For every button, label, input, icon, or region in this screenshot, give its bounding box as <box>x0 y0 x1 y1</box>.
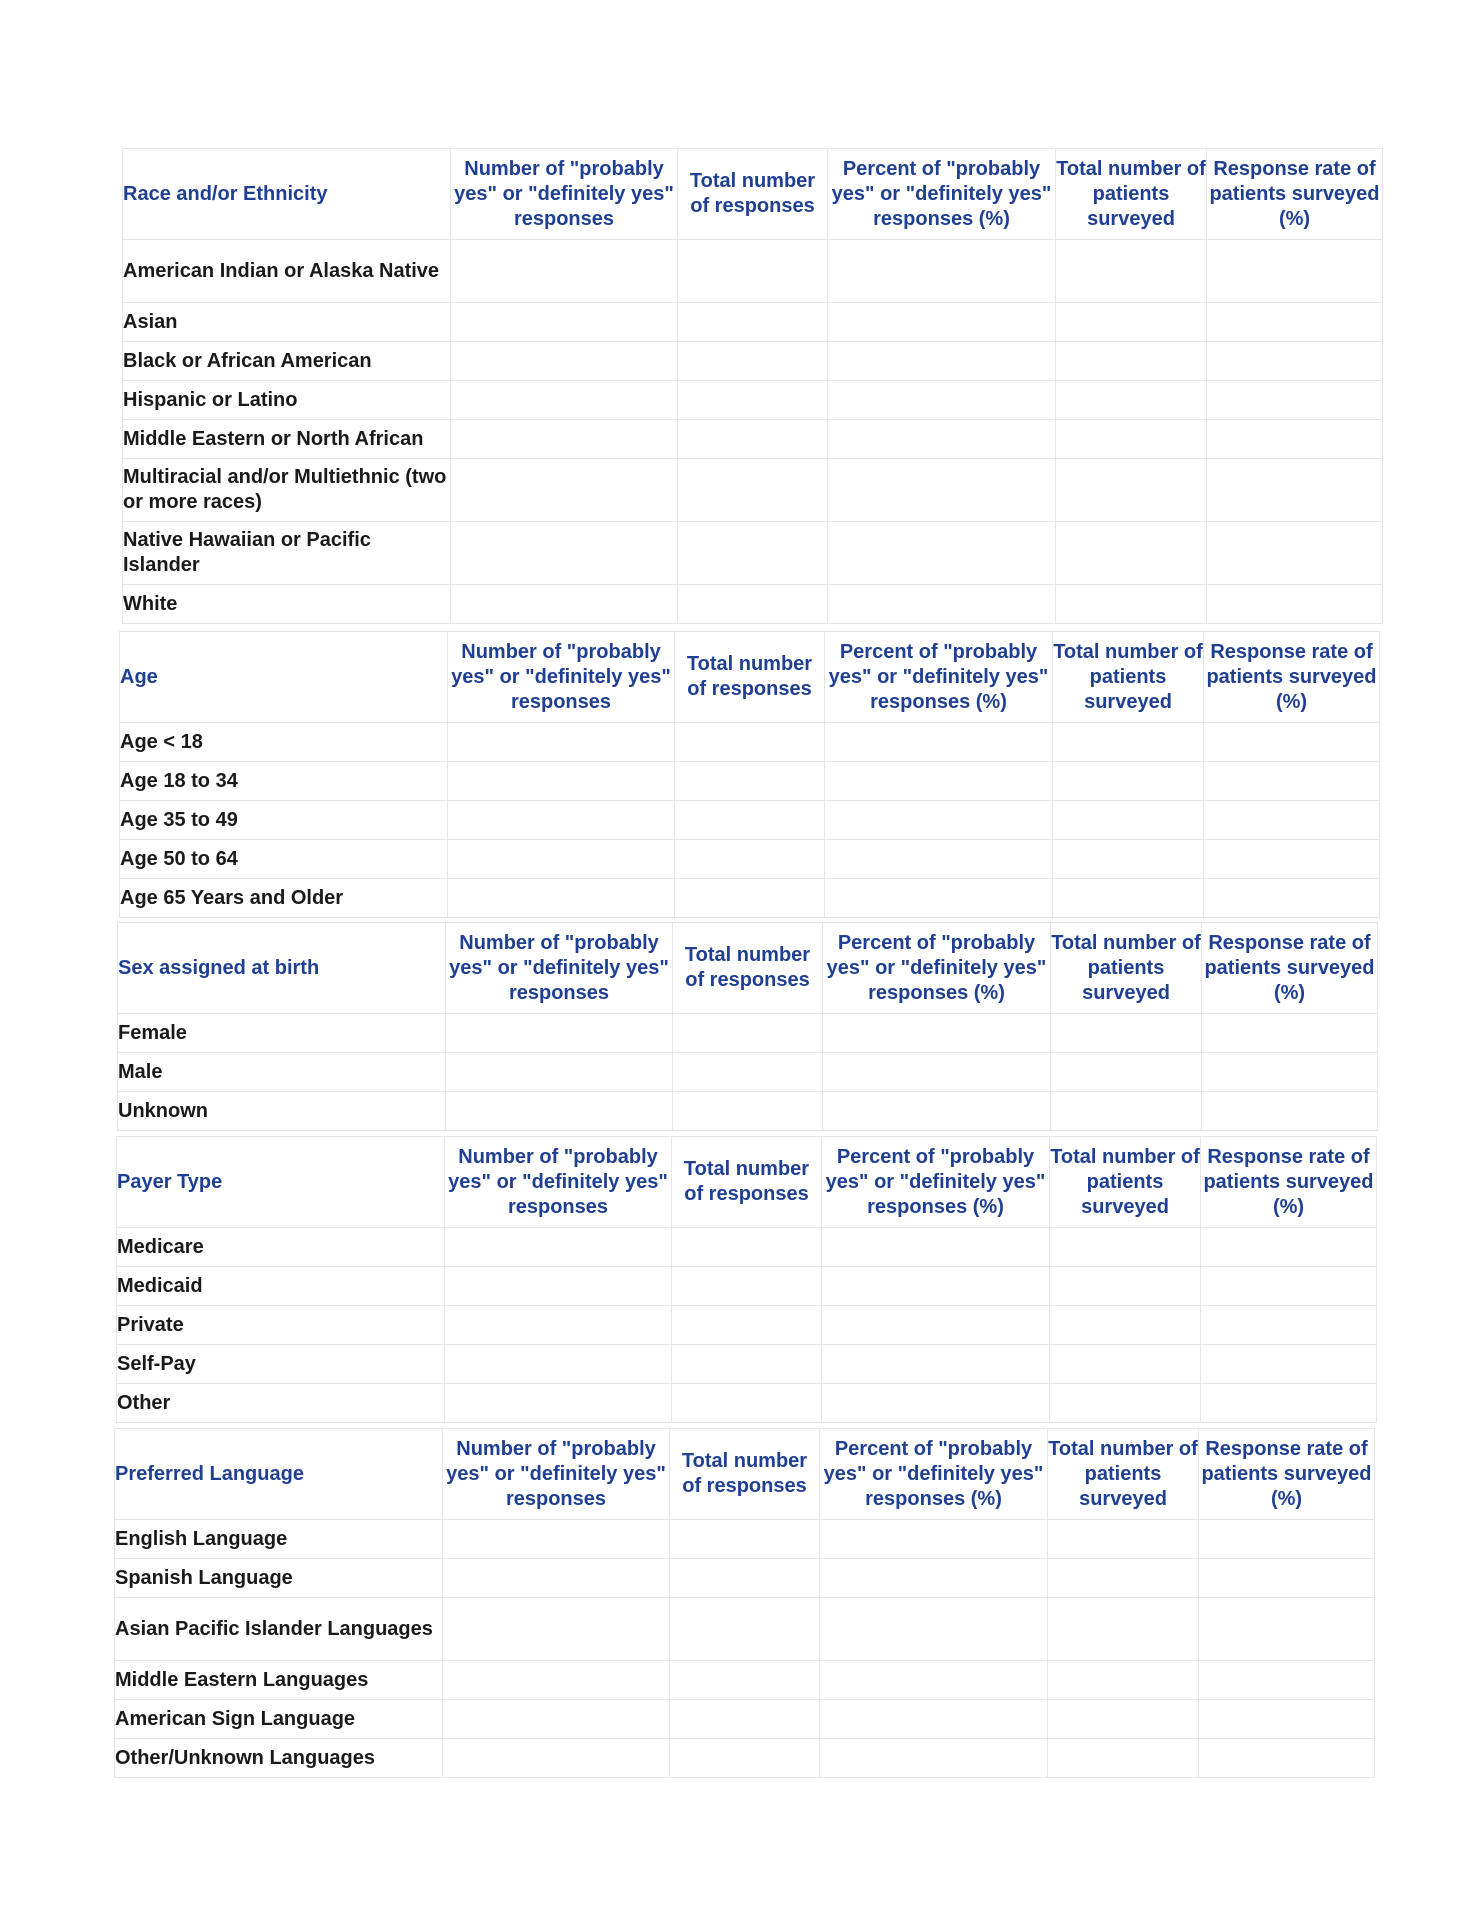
section-title: Sex assigned at birth <box>118 923 446 1014</box>
data-cell[interactable] <box>828 303 1056 342</box>
column-header-response-rate: Response rate of patients surveyed (%) <box>1202 923 1378 1014</box>
data-cell[interactable] <box>1048 1739 1199 1778</box>
data-cell[interactable] <box>678 522 828 585</box>
data-cell[interactable] <box>1204 762 1380 801</box>
data-cell[interactable] <box>678 459 828 522</box>
table-header-row <box>120 632 1380 723</box>
row-label: Other/Unknown Languages <box>115 1739 443 1778</box>
table-header-row <box>123 149 1383 240</box>
data-cell[interactable] <box>828 240 1056 303</box>
data-cell[interactable] <box>1207 420 1383 459</box>
data-cell[interactable] <box>451 342 678 381</box>
data-cell[interactable] <box>1056 522 1207 585</box>
column-header-total-responses: Total number of responses <box>675 632 825 723</box>
data-cell[interactable] <box>1202 1014 1378 1053</box>
column-header-yes-count: Number of "probably yes" or "definitely yes" responses <box>446 923 673 1014</box>
data-cell[interactable] <box>448 801 675 840</box>
data-cell[interactable] <box>445 1384 672 1423</box>
data-cell[interactable] <box>673 1053 823 1092</box>
data-cell[interactable] <box>1056 459 1207 522</box>
table-header-row <box>115 1429 1375 1520</box>
data-cell[interactable] <box>823 1053 1051 1092</box>
data-cell[interactable] <box>825 879 1053 918</box>
data-cell[interactable] <box>1207 342 1383 381</box>
data-cell[interactable] <box>828 381 1056 420</box>
column-header-yes-percent: Percent of "probably yes" or "definitely yes" responses (%) <box>825 632 1053 723</box>
data-cell[interactable] <box>675 762 825 801</box>
data-cell[interactable] <box>1048 1598 1199 1661</box>
column-header-yes-count: Number of "probably yes" or "definitely yes" responses <box>443 1429 670 1520</box>
column-header-patients-surveyed: Total number of patients surveyed <box>1051 923 1202 1014</box>
data-cell[interactable] <box>1199 1739 1375 1778</box>
table-row <box>117 1345 1377 1384</box>
data-cell[interactable] <box>1050 1384 1201 1423</box>
data-cell[interactable] <box>1050 1345 1201 1384</box>
data-cell[interactable] <box>670 1700 820 1739</box>
data-cell[interactable] <box>678 420 828 459</box>
row-label: Native Hawaiian or Pacific Islander <box>123 522 451 585</box>
data-cell[interactable] <box>1051 1092 1202 1131</box>
data-cell[interactable] <box>828 459 1056 522</box>
data-cell[interactable] <box>822 1228 1050 1267</box>
data-cell[interactable] <box>822 1345 1050 1384</box>
section-title: Payer Type <box>117 1137 445 1228</box>
data-cell[interactable] <box>448 762 675 801</box>
data-cell[interactable] <box>1056 342 1207 381</box>
data-cell[interactable] <box>672 1384 822 1423</box>
table-row <box>123 240 1383 303</box>
row-label: Medicare <box>117 1228 445 1267</box>
table-row <box>117 1267 1377 1306</box>
data-cell[interactable] <box>451 420 678 459</box>
data-cell[interactable] <box>675 879 825 918</box>
column-header-patients-surveyed: Total number of patients surveyed <box>1056 149 1207 240</box>
row-label: Multiracial and/or Multiethnic (two or more races) <box>123 459 451 522</box>
data-cell[interactable] <box>670 1598 820 1661</box>
table-row <box>115 1661 1375 1700</box>
data-cell[interactable] <box>1201 1384 1377 1423</box>
data-cell[interactable] <box>820 1661 1048 1700</box>
table-row <box>117 1228 1377 1267</box>
payer-type-table <box>116 1136 1377 1423</box>
row-label: Male <box>118 1053 446 1092</box>
row-label: Asian <box>123 303 451 342</box>
data-cell[interactable] <box>448 723 675 762</box>
data-cell[interactable] <box>828 585 1056 624</box>
row-label: Age 18 to 34 <box>120 762 448 801</box>
data-cell[interactable] <box>820 1700 1048 1739</box>
column-header-yes-percent: Percent of "probably yes" or "definitely yes" responses (%) <box>828 149 1056 240</box>
table-row <box>120 723 1380 762</box>
data-cell[interactable] <box>825 762 1053 801</box>
column-header-response-rate: Response rate of patients surveyed (%) <box>1207 149 1383 240</box>
data-cell[interactable] <box>1053 801 1204 840</box>
column-header-response-rate: Response rate of patients surveyed (%) <box>1204 632 1380 723</box>
column-header-yes-percent: Percent of "probably yes" or "definitely yes" responses (%) <box>822 1137 1050 1228</box>
data-cell[interactable] <box>443 1700 670 1739</box>
row-label: Age < 18 <box>120 723 448 762</box>
table-row <box>117 1384 1377 1423</box>
row-label: Middle Eastern Languages <box>115 1661 443 1700</box>
table-row <box>123 381 1383 420</box>
data-cell[interactable] <box>451 585 678 624</box>
data-cell[interactable] <box>1204 840 1380 879</box>
data-cell[interactable] <box>1201 1228 1377 1267</box>
section-title: Preferred Language <box>115 1429 443 1520</box>
data-cell[interactable] <box>1051 1053 1202 1092</box>
age-table <box>119 631 1380 918</box>
data-cell[interactable] <box>822 1384 1050 1423</box>
data-cell[interactable] <box>1056 420 1207 459</box>
data-cell[interactable] <box>1051 1014 1202 1053</box>
data-cell[interactable] <box>1056 585 1207 624</box>
table-row <box>123 420 1383 459</box>
data-cell[interactable] <box>446 1092 673 1131</box>
data-cell[interactable] <box>1199 1661 1375 1700</box>
data-cell[interactable] <box>670 1661 820 1700</box>
data-cell[interactable] <box>828 522 1056 585</box>
row-label: English Language <box>115 1520 443 1559</box>
data-cell[interactable] <box>678 585 828 624</box>
data-cell[interactable] <box>1207 303 1383 342</box>
data-cell[interactable] <box>446 1014 673 1053</box>
data-cell[interactable] <box>446 1053 673 1092</box>
data-cell[interactable] <box>1053 840 1204 879</box>
data-cell[interactable] <box>451 381 678 420</box>
data-cell[interactable] <box>451 240 678 303</box>
data-cell[interactable] <box>1207 381 1383 420</box>
table-row <box>115 1700 1375 1739</box>
table-row <box>120 801 1380 840</box>
data-cell[interactable] <box>678 381 828 420</box>
data-cell[interactable] <box>822 1306 1050 1345</box>
column-header-total-responses: Total number of responses <box>673 923 823 1014</box>
data-cell[interactable] <box>443 1739 670 1778</box>
data-cell[interactable] <box>673 1014 823 1053</box>
data-cell[interactable] <box>820 1559 1048 1598</box>
row-label: Middle Eastern or North African <box>123 420 451 459</box>
data-cell[interactable] <box>443 1520 670 1559</box>
table-row <box>115 1739 1375 1778</box>
data-cell[interactable] <box>445 1306 672 1345</box>
table-row <box>118 1053 1378 1092</box>
data-cell[interactable] <box>448 879 675 918</box>
data-cell[interactable] <box>445 1228 672 1267</box>
data-cell[interactable] <box>1207 585 1383 624</box>
data-cell[interactable] <box>672 1345 822 1384</box>
data-cell[interactable] <box>1204 801 1380 840</box>
table-row <box>120 879 1380 918</box>
data-cell[interactable] <box>675 723 825 762</box>
data-cell[interactable] <box>1053 879 1204 918</box>
row-label: Spanish Language <box>115 1559 443 1598</box>
row-label: Hispanic or Latino <box>123 381 451 420</box>
data-cell[interactable] <box>1199 1598 1375 1661</box>
data-cell[interactable] <box>451 459 678 522</box>
data-cell[interactable] <box>673 1092 823 1131</box>
data-cell[interactable] <box>1056 303 1207 342</box>
data-cell[interactable] <box>1053 762 1204 801</box>
data-cell[interactable] <box>1201 1267 1377 1306</box>
row-label: Medicaid <box>117 1267 445 1306</box>
data-cell[interactable] <box>675 840 825 879</box>
row-label: Age 35 to 49 <box>120 801 448 840</box>
data-cell[interactable] <box>672 1267 822 1306</box>
data-cell[interactable] <box>823 1014 1051 1053</box>
section-title: Race and/or Ethnicity <box>123 149 451 240</box>
data-cell[interactable] <box>825 840 1053 879</box>
column-header-yes-percent: Percent of "probably yes" or "definitely yes" responses (%) <box>823 923 1051 1014</box>
data-cell[interactable] <box>1204 879 1380 918</box>
row-label: American Indian or Alaska Native <box>123 240 451 303</box>
row-label: Black or African American <box>123 342 451 381</box>
table-row <box>123 585 1383 624</box>
data-cell[interactable] <box>1202 1092 1378 1131</box>
column-header-yes-count: Number of "probably yes" or "definitely yes" responses <box>451 149 678 240</box>
data-cell[interactable] <box>820 1520 1048 1559</box>
data-cell[interactable] <box>1048 1700 1199 1739</box>
table-row <box>120 840 1380 879</box>
table-header-row <box>118 923 1378 1014</box>
table-row <box>120 762 1380 801</box>
row-label: Self-Pay <box>117 1345 445 1384</box>
table-row <box>118 1014 1378 1053</box>
data-cell[interactable] <box>670 1520 820 1559</box>
table-row <box>123 459 1383 522</box>
data-cell[interactable] <box>678 303 828 342</box>
data-cell[interactable] <box>828 342 1056 381</box>
data-cell[interactable] <box>820 1739 1048 1778</box>
data-cell[interactable] <box>678 342 828 381</box>
data-cell[interactable] <box>672 1228 822 1267</box>
row-label: Asian Pacific Islander Languages <box>115 1598 443 1661</box>
preferred-language-table <box>114 1428 1375 1778</box>
data-cell[interactable] <box>672 1306 822 1345</box>
column-header-total-responses: Total number of responses <box>678 149 828 240</box>
data-cell[interactable] <box>443 1598 670 1661</box>
data-cell[interactable] <box>1207 459 1383 522</box>
data-cell[interactable] <box>823 1092 1051 1131</box>
table-row <box>123 522 1383 585</box>
data-cell[interactable] <box>1207 240 1383 303</box>
data-cell[interactable] <box>820 1598 1048 1661</box>
table-header-row <box>117 1137 1377 1228</box>
data-cell[interactable] <box>1056 381 1207 420</box>
data-cell[interactable] <box>825 723 1053 762</box>
table-row <box>123 342 1383 381</box>
data-cell[interactable] <box>1050 1267 1201 1306</box>
data-cell[interactable] <box>1048 1559 1199 1598</box>
data-cell[interactable] <box>448 840 675 879</box>
table-row <box>118 1092 1378 1131</box>
row-label: Private <box>117 1306 445 1345</box>
table-row <box>117 1306 1377 1345</box>
data-cell[interactable] <box>670 1559 820 1598</box>
sex-assigned-at-birth-table <box>117 922 1378 1131</box>
column-header-patients-surveyed: Total number of patients surveyed <box>1050 1137 1201 1228</box>
table-row <box>115 1598 1375 1661</box>
data-cell[interactable] <box>675 801 825 840</box>
data-cell[interactable] <box>1201 1345 1377 1384</box>
data-cell[interactable] <box>451 522 678 585</box>
row-label: Other <box>117 1384 445 1423</box>
table-row <box>123 303 1383 342</box>
data-cell[interactable] <box>443 1559 670 1598</box>
row-label: Age 65 Years and Older <box>120 879 448 918</box>
data-cell[interactable] <box>1048 1661 1199 1700</box>
section-title: Age <box>120 632 448 723</box>
column-header-total-responses: Total number of responses <box>670 1429 820 1520</box>
race-ethnicity-table <box>122 148 1383 624</box>
data-cell[interactable] <box>445 1267 672 1306</box>
table-row <box>115 1520 1375 1559</box>
data-cell[interactable] <box>828 420 1056 459</box>
row-label: White <box>123 585 451 624</box>
data-cell[interactable] <box>1202 1053 1378 1092</box>
data-cell[interactable] <box>1053 723 1204 762</box>
column-header-patients-surveyed: Total number of patients surveyed <box>1053 632 1204 723</box>
data-cell[interactable] <box>678 240 828 303</box>
row-label: Age 50 to 64 <box>120 840 448 879</box>
data-cell[interactable] <box>1207 522 1383 585</box>
data-cell[interactable] <box>1201 1306 1377 1345</box>
column-header-response-rate: Response rate of patients surveyed (%) <box>1201 1137 1377 1228</box>
data-cell[interactable] <box>825 801 1053 840</box>
data-cell[interactable] <box>822 1267 1050 1306</box>
data-cell[interactable] <box>451 303 678 342</box>
row-label: American Sign Language <box>115 1700 443 1739</box>
data-cell[interactable] <box>1199 1520 1375 1559</box>
data-cell[interactable] <box>1050 1228 1201 1267</box>
data-cell[interactable] <box>1204 723 1380 762</box>
data-cell[interactable] <box>445 1345 672 1384</box>
data-cell[interactable] <box>1199 1559 1375 1598</box>
column-header-total-responses: Total number of responses <box>672 1137 822 1228</box>
data-cell[interactable] <box>1056 240 1207 303</box>
table-row <box>115 1559 1375 1598</box>
column-header-response-rate: Response rate of patients surveyed (%) <box>1199 1429 1375 1520</box>
row-label: Unknown <box>118 1092 446 1131</box>
column-header-patients-surveyed: Total number of patients surveyed <box>1048 1429 1199 1520</box>
data-cell[interactable] <box>443 1661 670 1700</box>
data-cell[interactable] <box>1050 1306 1201 1345</box>
data-cell[interactable] <box>1048 1520 1199 1559</box>
row-label: Female <box>118 1014 446 1053</box>
data-cell[interactable] <box>670 1739 820 1778</box>
column-header-yes-percent: Percent of "probably yes" or "definitely yes" responses (%) <box>820 1429 1048 1520</box>
column-header-yes-count: Number of "probably yes" or "definitely yes" responses <box>445 1137 672 1228</box>
column-header-yes-count: Number of "probably yes" or "definitely yes" responses <box>448 632 675 723</box>
data-cell[interactable] <box>1199 1700 1375 1739</box>
